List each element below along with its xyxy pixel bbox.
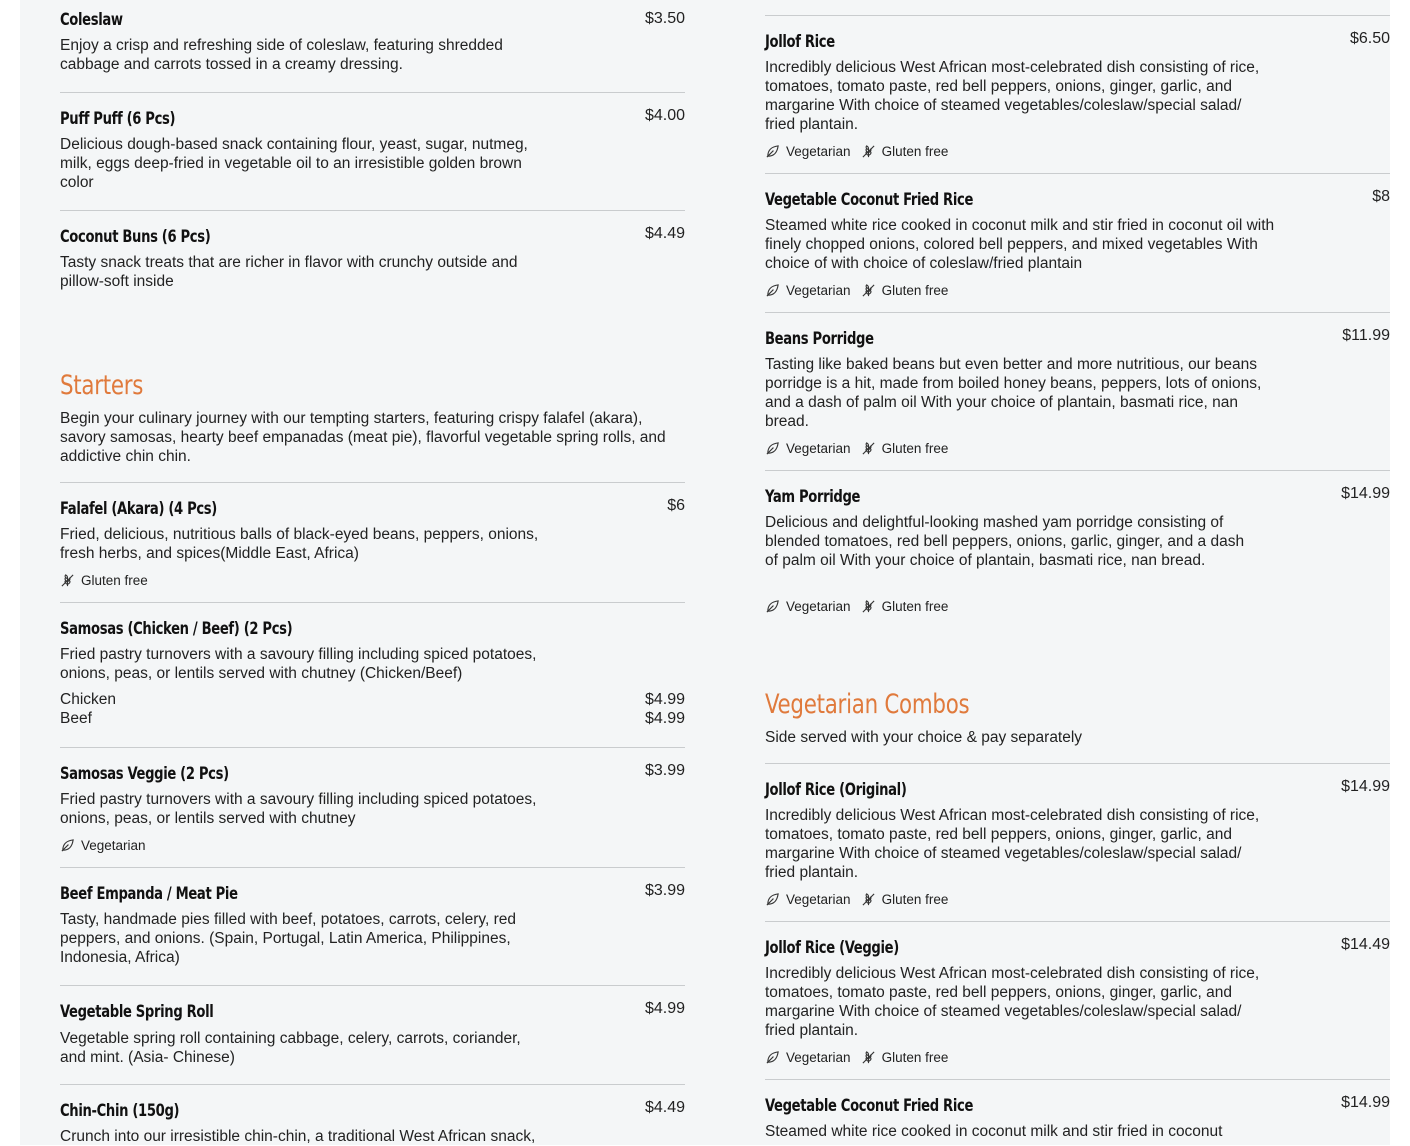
tag-vegetarian xyxy=(765,892,851,907)
leaf-icon xyxy=(765,283,780,298)
item-description: Delicious dough-based snack containing flour, yeast, sugar, nutmeg, milk, eggs deep-fried in vegetable oil to an irresistible golden brown color xyxy=(60,136,528,191)
tag-vegetarian xyxy=(60,838,146,853)
tag-vegetarian xyxy=(765,1050,851,1065)
tag-gluten-free xyxy=(60,573,148,588)
variant-chicken[interactable] xyxy=(60,691,685,709)
divider xyxy=(60,482,685,483)
tag-label: Vegetarian xyxy=(786,1050,851,1065)
item-description: Incredibly delicious West African most-celebrated dish consisting of rice, tomatoes, tomato paste, red bell peppers, onions, ginger, garlic, and margarine With choice of steamed vegetables/coleslaw/special salad/ fried plantain. xyxy=(765,59,1260,133)
tag-label: Vegetarian xyxy=(786,599,851,614)
dietary-tags xyxy=(765,892,948,907)
variant-label: Chicken xyxy=(60,691,116,708)
tag-label: Gluten free xyxy=(881,892,949,907)
leaf-icon xyxy=(765,144,780,159)
item-name: Jollof Rice xyxy=(765,32,835,52)
divider xyxy=(765,763,1390,764)
variant-beef[interactable] xyxy=(60,710,685,728)
item-description: Crunch into our irresistible chin-chin, a traditional West African snack, xyxy=(60,1128,536,1145)
item-description: Tasty snack treats that are richer in flavor with crunchy outside and pillow-soft inside xyxy=(60,254,518,290)
tag-label: Gluten free xyxy=(881,144,949,159)
divider xyxy=(60,867,685,868)
item-description: Vegetable spring roll containing cabbage, celery, carrots, coriander, and mint. (Asia- Chinese) xyxy=(60,1030,521,1066)
dietary-tags xyxy=(765,1050,948,1065)
tag-gluten-free xyxy=(861,892,949,907)
item-name: Chin-Chin (150g) xyxy=(60,1101,180,1121)
tag-vegetarian xyxy=(765,599,851,614)
item-name: Falafel (Akara) (4 Pcs) xyxy=(60,499,217,519)
item-name: Beef Empanda / Meat Pie xyxy=(60,884,238,904)
tag-label: Vegetarian xyxy=(81,838,146,853)
no-gluten-icon xyxy=(861,892,876,907)
item-description: Tasty, handmade pies filled with beef, potatoes, carrots, celery, red peppers, and onions. (Spain, Portugal, Latin America, Philippines, Indonesia, Africa) xyxy=(60,911,517,966)
item-name: Coleslaw xyxy=(60,10,123,30)
divider xyxy=(765,173,1390,174)
divider xyxy=(765,15,1390,16)
item-description: Enjoy a crisp and refreshing side of coleslaw, featuring shredded cabbage and carrots tossed in a creamy dressing. xyxy=(60,37,503,73)
no-gluten-icon xyxy=(861,441,876,456)
divider xyxy=(765,312,1390,313)
item-name: Yam Porridge xyxy=(765,487,861,507)
item-description: Fried pastry turnovers with a savoury filling including spiced potatoes, onions, peas, or lentils served with chutney xyxy=(60,791,537,827)
dietary-tags xyxy=(765,599,948,614)
section-title-starters: Starters xyxy=(60,370,144,401)
item-description: Fried, delicious, nutritious balls of black-eyed beans, peppers, onions, fresh herbs, and spices(Middle East, Africa) xyxy=(60,526,539,562)
item-name: Vegetable Coconut Fried Rice xyxy=(765,1096,974,1116)
dietary-tags xyxy=(765,283,948,298)
tag-label: Vegetarian xyxy=(786,283,851,298)
item-description: Fried pastry turnovers with a savoury filling including spiced potatoes, onions, peas, or lentils served with chutney (Chicken/Beef) xyxy=(60,646,537,682)
divider xyxy=(60,985,685,986)
tag-gluten-free xyxy=(861,599,949,614)
item-price: $3.50 xyxy=(644,10,685,27)
tag-label: Vegetarian xyxy=(786,892,851,907)
divider xyxy=(60,92,685,93)
item-price: $4.49 xyxy=(644,1099,685,1116)
tag-vegetarian xyxy=(765,144,851,159)
item-name: Jollof Rice (Veggie) xyxy=(765,938,899,958)
item-price: $14.99 xyxy=(1341,485,1390,502)
section-title-vegetarian-combos: Vegetarian Combos xyxy=(765,689,970,720)
tag-gluten-free xyxy=(861,441,949,456)
divider xyxy=(60,747,685,748)
item-name: Vegetable Spring Roll xyxy=(60,1002,214,1022)
no-gluten-icon xyxy=(861,144,876,159)
tag-gluten-free xyxy=(861,1050,949,1065)
item-description: Tasting like baked beans but even better and more nutritious, our beans porridge is a hit, made from boiled honey beans, peppers, lots of onions, and a dash of palm oil With your choice of plantain, basmati rice, nan bread. xyxy=(765,356,1262,430)
tag-label: Gluten free xyxy=(881,283,949,298)
item-price: $14.99 xyxy=(1341,1094,1390,1111)
divider xyxy=(60,210,685,211)
divider xyxy=(765,1079,1390,1080)
item-price: $4.99 xyxy=(644,1000,685,1017)
no-gluten-icon xyxy=(861,1050,876,1065)
item-price: $14.99 xyxy=(1341,778,1390,795)
dietary-tags xyxy=(765,144,948,159)
section-description: Side served with your choice & pay separately xyxy=(765,729,1083,746)
leaf-icon xyxy=(765,1050,780,1065)
item-price: $3.99 xyxy=(644,762,685,779)
tag-label: Vegetarian xyxy=(786,144,851,159)
item-name: Beans Porridge xyxy=(765,329,874,349)
divider xyxy=(765,921,1390,922)
item-price: $4.49 xyxy=(644,225,685,242)
no-gluten-icon xyxy=(861,283,876,298)
variant-price: $4.99 xyxy=(644,691,685,708)
tag-label: Gluten free xyxy=(881,1050,949,1065)
item-price: $11.99 xyxy=(1342,327,1390,344)
dietary-tags xyxy=(60,573,148,588)
item-price: $4.00 xyxy=(644,107,685,124)
no-gluten-icon xyxy=(861,599,876,614)
divider xyxy=(60,1084,685,1085)
dietary-tags xyxy=(60,838,146,853)
item-description: Incredibly delicious West African most-celebrated dish consisting of rice, tomatoes, tomato paste, red bell peppers, onions, ginger, garlic, and margarine With choice of steamed vegetables/coleslaw/special salad/ fried plantain. xyxy=(765,807,1260,881)
divider xyxy=(60,602,685,603)
tag-gluten-free xyxy=(861,283,949,298)
item-description: Delicious and delightful-looking mashed yam porridge consisting of blended tomatoes, red bell peppers, onions, garlic, ginger, and a dash of palm oil With your choice of plantain, basmati rice, nan bread. xyxy=(765,514,1245,569)
dietary-tags xyxy=(765,441,948,456)
item-description: Steamed white rice cooked in coconut milk and stir fried in coconut xyxy=(765,1123,1223,1140)
item-name: Samosas Veggie (2 Pcs) xyxy=(60,764,229,784)
item-price: $14.49 xyxy=(1341,936,1390,953)
menu-panel xyxy=(20,0,1390,1145)
item-name: Jollof Rice (Original) xyxy=(765,780,907,800)
item-name: Puff Puff (6 Pcs) xyxy=(60,109,176,129)
leaf-icon xyxy=(765,892,780,907)
tag-gluten-free xyxy=(861,144,949,159)
item-price: $8 xyxy=(1372,188,1390,205)
item-price: $6.50 xyxy=(1349,30,1390,47)
section-description: Begin your culinary journey with our tempting starters, featuring crispy falafel (akara), savory samosas, hearty beef empanadas (meat pie), flavorful vegetable spring rolls, and addictive chin chin. xyxy=(60,410,666,465)
no-gluten-icon xyxy=(60,573,75,588)
item-name: Samosas (Chicken / Beef) (2 Pcs) xyxy=(60,619,293,639)
leaf-icon xyxy=(765,599,780,614)
item-price: $6 xyxy=(667,497,685,514)
tag-label: Gluten free xyxy=(881,441,949,456)
tag-vegetarian xyxy=(765,441,851,456)
tag-vegetarian xyxy=(765,283,851,298)
leaf-icon xyxy=(765,441,780,456)
item-description: Steamed white rice cooked in coconut milk and stir fried in coconut oil with finely chopped onions, colored bell peppers, and mixed vegetables With choice of with choice of coleslaw/fried plantain xyxy=(765,217,1275,272)
tag-label: Gluten free xyxy=(81,573,148,588)
tag-label: Gluten free xyxy=(881,599,949,614)
variant-price: $4.99 xyxy=(644,710,685,727)
item-name: Vegetable Coconut Fried Rice xyxy=(765,190,974,210)
item-description: Incredibly delicious West African most-celebrated dish consisting of rice, tomatoes, tomato paste, red bell peppers, onions, ginger, garlic, and margarine With choice of steamed vegetables/coleslaw/special salad/ fried plantain. xyxy=(765,965,1260,1039)
tag-label: Vegetarian xyxy=(786,441,851,456)
item-price: $3.99 xyxy=(644,882,685,899)
leaf-icon xyxy=(60,838,75,853)
divider xyxy=(765,470,1390,471)
item-name: Coconut Buns (6 Pcs) xyxy=(60,227,211,247)
variant-label: Beef xyxy=(60,710,92,727)
